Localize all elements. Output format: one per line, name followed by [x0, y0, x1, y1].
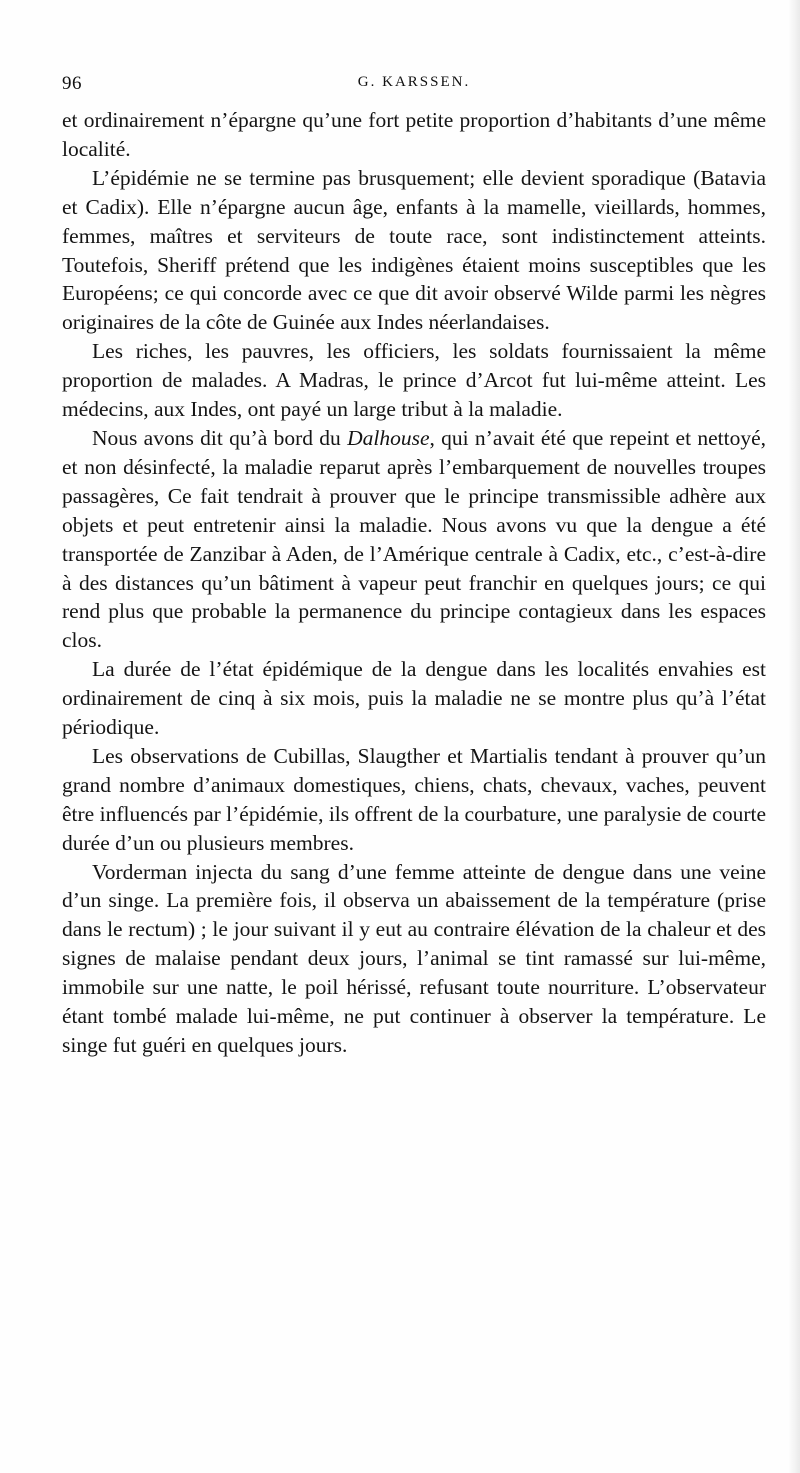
page-edge-shadow [788, 0, 800, 1473]
page-header [62, 73, 766, 97]
ship-name-italic: Dalhouse [347, 425, 430, 450]
paragraph-4-after: , qui n’avait été que repeint et nettoyé, et non désinfecté, la maladie reparut après l’embarquement de nouvelles troupes passagères, Ce fait tendrait à prouver que le principe transmissible adhère aux objets et peut entretenir ainsi la maladie. Nous avons vu que la dengue a été transportée de Zanzibar à Aden, de l’Amérique centrale à Cadix, etc., c’est-à-dire à des distances qu’un bâtiment à vapeur peut franchir en quelques jours; ce qui rend plus que probable la permanence du principe contagieux dans les espaces clos. [62, 425, 766, 653]
paragraph-4 [62, 424, 766, 655]
running-head: G. KARSSEN. [357, 74, 471, 90]
page-number: 96 [62, 73, 82, 94]
paragraph-5: La durée de l’état épidémique de la dengue dans les localités envahies est ordinairement de cinq à six mois, puis la maladie ne se montre plus qu’à l’état périodique. [62, 657, 766, 740]
paragraph-4-before: Nous avons dit qu’à bord du [92, 425, 348, 450]
paragraph-6: Les observations de Cubillas, Slaugther et Martialis tendant à prouver qu’un grand nombre d’animaux domestiques, chiens, chats, chevaux, vaches, peuvent être influencés par l’épidémie, ils offrent de la courbature, une paralysie de courte durée d’un ou plusieurs membres. [62, 743, 767, 855]
paragraph-3: Les riches, les pauvres, les officiers, les soldats fournissaient la même proportion de malades. A Madras, le prince d’Arcot fut lui-même atteint. Les médecins, aux Indes, ont payé un large tribut à la maladie. [62, 339, 766, 422]
body-text [62, 106, 766, 1060]
paragraph-2: L’épidémie ne se termine pas brusquement; elle devient sporadique (Batavia et Cadix). Elle n’épargne aucun âge, enfants à la mamelle, vieillards, hommes, femmes, maîtres et serviteurs de toute race, sont indistinctement atteints. Toutefois, Sheriff prétend que les indigènes étaient moins susceptibles que les Européens; ce qui concorde avec ce que dit avoir observé Wilde parmi les nègres originaires de la côte de Guinée aux Indes néerlandaises. [62, 165, 766, 335]
paragraph-7: Vorderman injecta du sang d’une femme atteinte de dengue dans une veine d’un singe. La première fois, il observa un abaissement de la température (prise dans le rectum) ; le jour suivant il y eut au contraire élévation de la chaleur et des signes de malaise pendant deux jours, l’animal se tint ramassé sur lui-même, immobile sur une natte, le poil hérissé, refusant toute nourriture. L’observateur étant tombé malade lui-même, ne put continuer à observer la température. Le singe fut guéri en quelques jours. [62, 859, 766, 1057]
paragraph-1: et ordinairement n’épargne qu’une fort petite proportion d’habitants d’une même localité. [62, 108, 766, 161]
